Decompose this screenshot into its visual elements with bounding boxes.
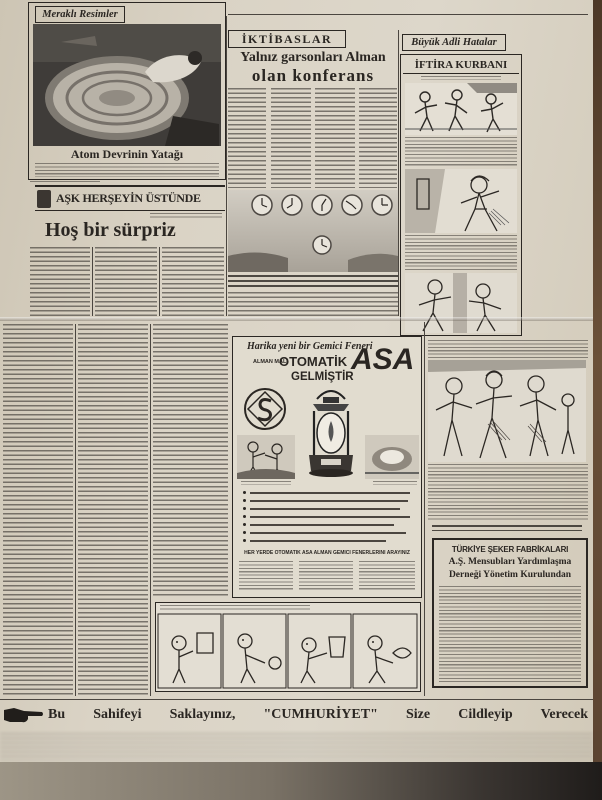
ask-hersey-series-title: AŞK HERŞEYİN ÜSTÜNDE bbox=[56, 191, 201, 205]
feature-bullet bbox=[243, 499, 246, 502]
iftira-kurbani-byline bbox=[421, 76, 501, 80]
iftira-kurbani-title: İFTİRA KURBANI bbox=[403, 58, 519, 74]
dealer-address-2 bbox=[299, 561, 353, 591]
right-feature-illustration bbox=[428, 360, 586, 462]
iktibaslar-header: İKTİBASLAR bbox=[228, 30, 346, 48]
section-rule bbox=[226, 16, 227, 316]
feature-text bbox=[250, 508, 400, 510]
iktibaslar-column-2 bbox=[271, 88, 311, 188]
lantern-icon bbox=[301, 387, 361, 479]
story-column-1 bbox=[3, 324, 73, 696]
woman-figure-drawing bbox=[405, 169, 517, 233]
iktibaslar-headline-line2: olan konferans bbox=[251, 66, 375, 85]
translation-note bbox=[432, 525, 582, 531]
asa-logo-icon bbox=[243, 387, 287, 431]
atom-bed-photo bbox=[33, 24, 221, 146]
story-column-3 bbox=[153, 324, 228, 598]
page-crease bbox=[0, 317, 593, 321]
seker-notice-line1: TÜRKİYE ŞEKER FABRİKALARI bbox=[451, 545, 569, 554]
blurred-next-section bbox=[0, 733, 593, 761]
seker-notice-line3: Derneği Yönetim Kurulundan bbox=[448, 570, 572, 580]
comic-strip bbox=[155, 602, 421, 692]
courtroom-drawing bbox=[405, 273, 517, 333]
merakli-resimler-credit bbox=[30, 181, 100, 184]
seker-notice-box bbox=[432, 538, 588, 688]
ad-lamp-scene bbox=[365, 435, 419, 479]
iftira-text-1 bbox=[405, 137, 517, 167]
atom-bed-description bbox=[35, 163, 219, 177]
column-rule bbox=[75, 324, 76, 696]
column-rule bbox=[159, 247, 160, 316]
feature-bullet bbox=[243, 507, 246, 510]
asa-ad-brand: ASA bbox=[351, 343, 415, 376]
adli-hatalar-header: Büyük Adli Hatalar bbox=[402, 34, 506, 51]
conference-clocks-photo bbox=[228, 190, 398, 272]
asa-ad-tagline: Harika yeni bir Gemici Feneri bbox=[247, 341, 373, 352]
feature-bullet bbox=[243, 491, 246, 494]
pointing-hand-icon bbox=[4, 706, 44, 724]
feature-text bbox=[250, 524, 394, 526]
feature-bullet bbox=[243, 515, 246, 518]
ad-scene-caption-right bbox=[373, 481, 417, 485]
story-column-2 bbox=[78, 324, 148, 696]
section-rule bbox=[398, 30, 399, 316]
feature-text bbox=[250, 516, 410, 518]
iktibaslar-lower-text bbox=[228, 292, 398, 316]
comic-strip-title bbox=[160, 605, 310, 610]
iktibaslar-column-3 bbox=[315, 88, 355, 188]
dealer-address-1 bbox=[239, 561, 293, 591]
feature-text bbox=[250, 492, 410, 494]
ad-sailors-scene bbox=[237, 435, 295, 479]
feature-text bbox=[250, 532, 406, 534]
iktibaslar-column-4 bbox=[359, 88, 397, 188]
feature-bullet bbox=[243, 531, 246, 534]
asa-ad-footer: HER YERDE OTOMATİK ASA ALMAN GEMİCİ FENERLERİNİ ARAYINIZ bbox=[244, 550, 410, 556]
table-surface-bottom bbox=[0, 762, 602, 800]
column-rule bbox=[92, 247, 93, 316]
asa-ad-status: GELMİŞTİR bbox=[291, 371, 354, 383]
iftira-illustration-3 bbox=[405, 273, 517, 333]
asa-lantern-ad bbox=[232, 336, 422, 598]
ask-hersey-column-2 bbox=[95, 247, 157, 316]
masthead-rule bbox=[228, 14, 588, 15]
family-scene-drawing bbox=[428, 360, 586, 462]
ask-hersey-column-3 bbox=[162, 247, 224, 316]
column-rule bbox=[150, 324, 151, 696]
ask-hersey-headline: Hoş bir sürpriz bbox=[45, 219, 176, 241]
iftira-illustration-2 bbox=[405, 169, 517, 233]
seker-notice-line2: A.Ş. Mensubları Yardımlaşma bbox=[448, 557, 572, 567]
iftira-text-2 bbox=[405, 235, 517, 271]
ask-hersey-banner bbox=[35, 185, 225, 211]
atom-bed-image bbox=[33, 24, 221, 146]
iktibaslar-column-1 bbox=[228, 88, 266, 188]
feature-text bbox=[250, 500, 408, 502]
ask-hersey-column-1 bbox=[30, 247, 90, 316]
comic-panels bbox=[157, 613, 419, 689]
ad-scene-caption-left bbox=[241, 481, 291, 485]
clocks-image bbox=[228, 190, 398, 272]
feature-bullet bbox=[243, 523, 246, 526]
asa-ad-origin: ALMAN MALI bbox=[253, 359, 288, 365]
ad-feature-list bbox=[243, 490, 413, 546]
banner-rule bbox=[0, 699, 593, 700]
right-feature-text-top bbox=[428, 340, 588, 358]
fight-scene-drawing bbox=[405, 83, 517, 135]
feature-text bbox=[250, 540, 386, 542]
banner-emblem-icon bbox=[37, 190, 51, 208]
feature-bullet bbox=[243, 539, 246, 542]
bottom-banner-text: Bu Sahifeyi Saklayınız, "CUMHURİYET" Size Cildleyip Verecek bbox=[48, 707, 588, 722]
atom-bed-caption: Atom Devrinin Yatağı bbox=[70, 147, 184, 161]
dealer-address-3 bbox=[359, 561, 415, 591]
asa-ad-product: OTOMATİK bbox=[279, 354, 348, 369]
iftira-kurbani-box bbox=[400, 54, 522, 336]
merakli-resimler-box bbox=[28, 2, 226, 180]
iktibaslar-headline-line1: Yalnız garsonları Alman bbox=[240, 50, 386, 65]
seker-notice-body bbox=[439, 586, 581, 682]
iftira-illustration-1 bbox=[405, 83, 517, 135]
section-rule bbox=[424, 322, 425, 696]
clocks-photo-caption bbox=[228, 275, 398, 288]
right-feature-text-bottom bbox=[428, 464, 588, 522]
merakli-resimler-header: Meraklı Resimler bbox=[35, 6, 125, 23]
